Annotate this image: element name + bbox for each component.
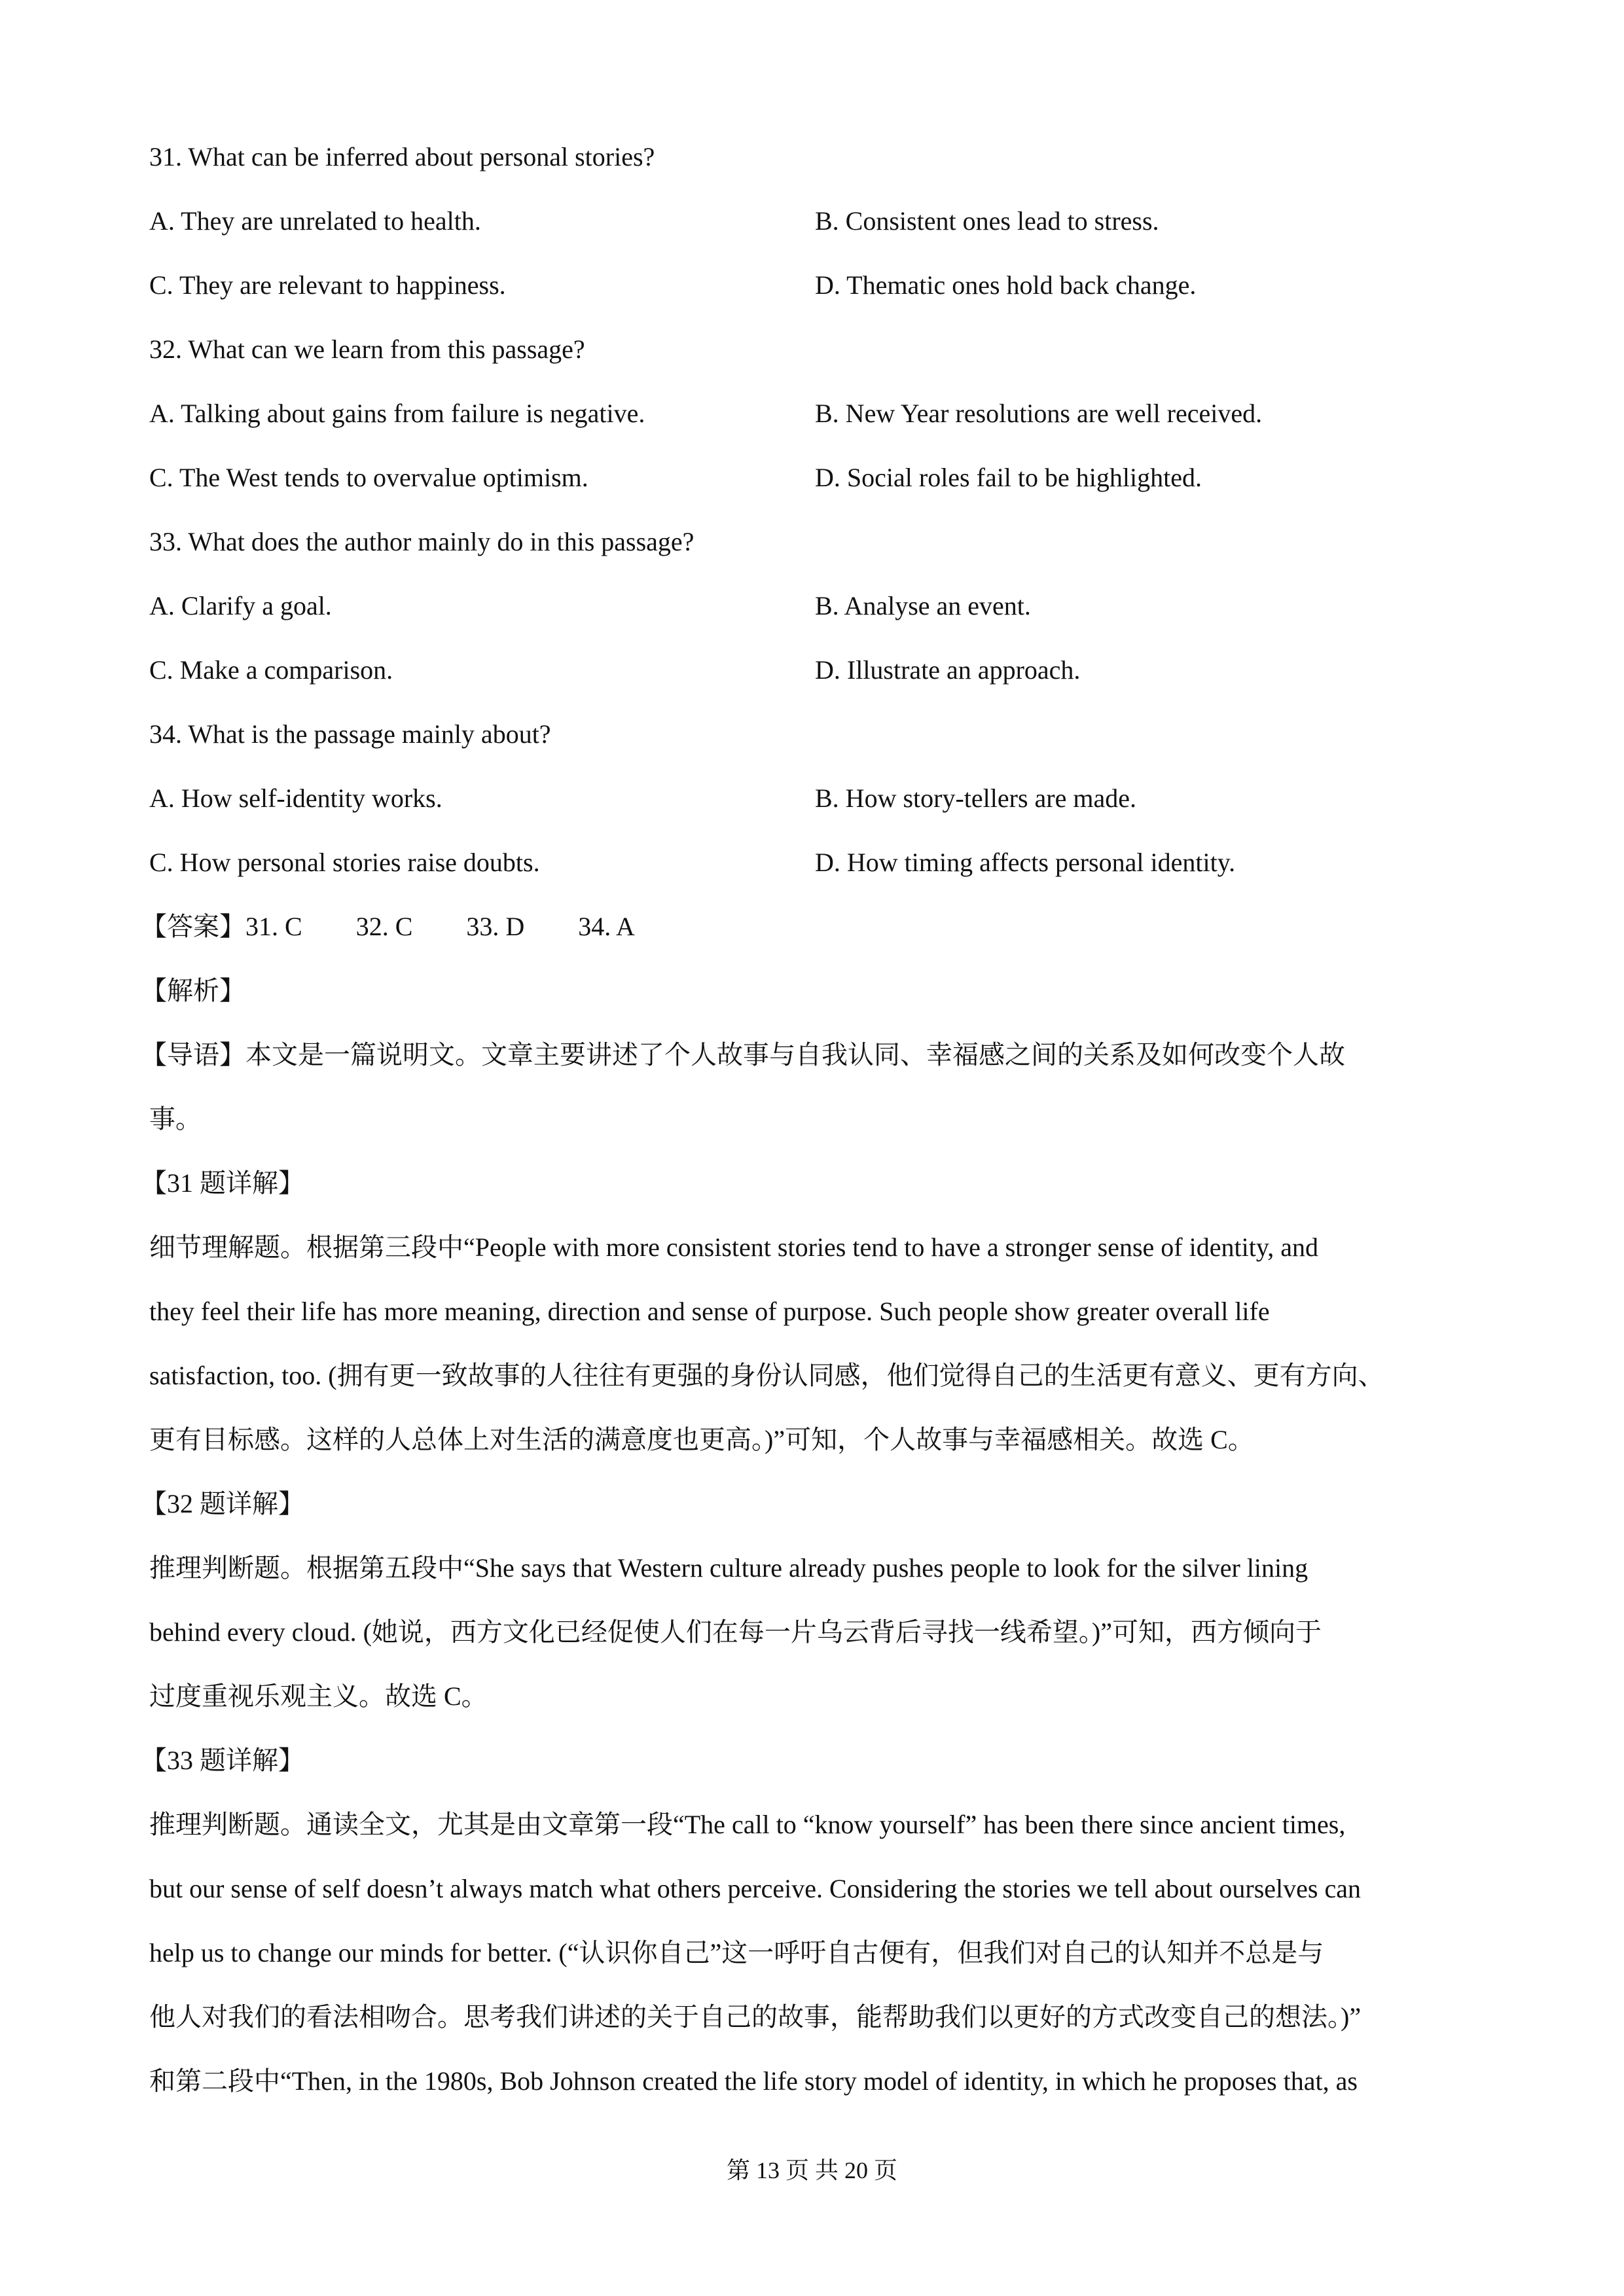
q33-heading: 【33 题详解】 (141, 1746, 304, 1775)
q33-line-3: help us to change our minds for better. (“认识你自己”这一呼吁自古便有，但我们对自己的认知并不总是与 (149, 1938, 1324, 1967)
q31-heading: 【31 题详解】 (141, 1168, 304, 1198)
answer-33: 33. D (466, 912, 525, 941)
page-footer: 第 13 页 共 20 页 (726, 2157, 897, 2183)
question-34-stem: 34. What is the passage mainly about? (149, 719, 551, 749)
q33-line-2: but our sense of self doesn’t always match what others perceive. Considering the stories we tell about ourselves can (149, 1874, 1361, 1903)
q31-line-4: 更有目标感。这样的人总体上对生活的满意度也更高。)”可知，个人故事与幸福感相关。故选 C。 (149, 1425, 1254, 1454)
question-32-option-b: B. New Year resolutions are well received. (815, 399, 1263, 428)
question-34-option-c: C. How personal stories raise doubts. (149, 848, 540, 877)
q33-line-1: 推理判断题。通读全文，尤其是由文章第一段“The call to “know yourself” has been there since ancient times, (149, 1810, 1346, 1839)
question-32-stem: 32. What can we learn from this passage? (149, 334, 585, 364)
q33-line-4: 他人对我们的看法相吻合。思考我们讲述的关于自己的故事，能帮助我们以更好的方式改变自己的想法。)” (149, 2002, 1362, 2032)
question-33-option-a: A. Clarify a goal. (149, 591, 332, 620)
q32-line-3: 过度重视乐观主义。故选 C。 (149, 1681, 488, 1711)
intro-line-2: 事。 (149, 1104, 202, 1134)
question-34-option-a: A. How self-identity works. (149, 783, 442, 813)
answer-label: 【答案】 (141, 912, 245, 941)
question-33-option-d: D. Illustrate an approach. (815, 655, 1081, 685)
answer-34: 34. A (578, 912, 635, 941)
question-31-stem: 31. What can be inferred about personal stories? (149, 142, 655, 171)
answer-key (141, 910, 635, 944)
q32-line-1: 推理判断题。根据第五段中“She says that Western culture already pushes people to look for the silver lining (149, 1553, 1308, 1583)
question-32-option-a: A. Talking about gains from failure is negative. (149, 399, 645, 428)
answer-31: 31. C (245, 912, 302, 941)
question-33-option-b: B. Analyse an event. (815, 591, 1031, 620)
question-31-option-c: C. They are relevant to happiness. (149, 270, 506, 300)
question-32-option-d: D. Social roles fail to be highlighted. (815, 463, 1202, 492)
q31-line-1: 细节理解题。根据第三段中“People with more consistent stories tend to have a stronger sense of identity, and (149, 1232, 1318, 1262)
question-32-option-c: C. The West tends to overvalue optimism. (149, 463, 588, 492)
answer-32: 32. C (355, 912, 413, 941)
question-31-option-d: D. Thematic ones hold back change. (815, 270, 1197, 300)
intro-line-1: 【导语】本文是一篇说明文。文章主要讲述了个人故事与自我认同、幸福感之间的关系及如何改变个人故 (141, 1040, 1345, 1069)
question-34-option-d: D. How timing affects personal identity. (815, 848, 1236, 877)
q31-line-2: they feel their life has more meaning, direction and sense of purpose. Such people show greater overall life (149, 1297, 1270, 1326)
q31-line-3: satisfaction, too. (拥有更一致故事的人往往有更强的身份认同感，他们觉得自己的生活更有意义、更有方向、 (149, 1361, 1384, 1390)
question-33-stem: 33. What does the author mainly do in this passage? (149, 527, 695, 556)
analysis-label: 【解析】 (141, 976, 245, 1005)
question-34-option-b: B. How story-tellers are made. (815, 783, 1136, 813)
q33-line-5: 和第二段中“Then, in the 1980s, Bob Johnson created the life story model of identity, in which he proposes that, as (149, 2066, 1358, 2096)
question-31-option-b: B. Consistent ones lead to stress. (815, 206, 1159, 236)
q32-heading: 【32 题详解】 (141, 1489, 304, 1518)
question-33-option-c: C. Make a comparison. (149, 655, 393, 685)
question-31-option-a: A. They are unrelated to health. (149, 206, 481, 236)
q32-line-2: behind every cloud. (她说，西方文化已经促使人们在每一片乌云背后寻找一线希望。)”可知，西方倾向于 (149, 1617, 1322, 1647)
